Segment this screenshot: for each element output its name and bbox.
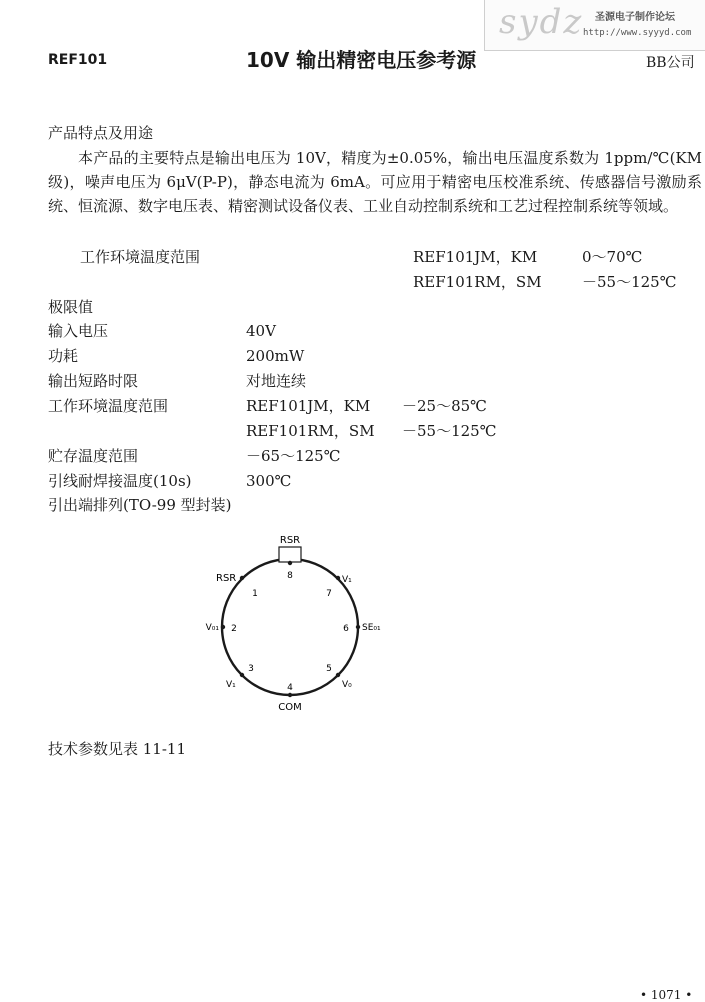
pin-number: 7 [326,589,332,599]
pin-label: V₁ [226,680,236,690]
watermark-site-name: 圣源电子制作论坛 [595,12,675,23]
pin-dot [240,673,244,677]
features-temp-range-1: 0～70℃ [582,248,643,266]
pin-dot [221,625,225,629]
pin-dot [288,561,292,565]
pin-number: 6 [343,624,349,634]
storage-temp-label: 贮存温度范围 [48,447,139,465]
features-temp-label: 工作环境温度范围 [80,248,201,266]
lead-temp-label: 引线耐焊接温度(10s) [48,472,192,490]
features-temp-model-1: REF101JM，KM [413,248,538,266]
input-voltage-value: 40V [246,322,276,340]
pin-number: 3 [248,664,254,674]
op-temp-model-1: REF101JM，KM [246,397,371,415]
op-temp-range-1: －25～85℃ [402,397,487,415]
pin-number: 2 [231,624,237,634]
pin-dot [336,673,340,677]
pin-label: COM [278,702,302,713]
pin-number: 4 [287,683,293,693]
pin-label: V₀₁ [205,623,219,633]
power-label: 功耗 [48,347,79,365]
company-name: BB公司 [646,55,695,71]
watermark-logo: sydz [499,2,584,42]
lead-temp-value: 300℃ [246,472,292,490]
model-number: REF101 [48,52,108,68]
power-value: 200mW [246,347,305,365]
pin-number: 1 [252,589,258,599]
op-temp-range-2: －55～125℃ [402,422,497,440]
features-temp-range-2: －55～125℃ [582,273,677,291]
page-title: 10V 输出精密电压参考源 [246,48,477,72]
page-number: • 1071 • [640,988,693,1002]
pin-label: RSR [216,573,237,584]
pin-label: SE₀₁ [362,623,381,633]
tab-label: RSR [279,535,301,546]
pinout-diagram [190,530,390,715]
pin-dot [336,576,340,580]
watermark [484,0,705,51]
tab-key [279,547,301,562]
pin-label: V₀ [342,680,352,690]
storage-temp-value: －65～125℃ [246,447,341,465]
features-temp-model-2: REF101RM，SM [413,273,542,291]
pin-number: 5 [326,664,332,674]
pin-dot [356,625,360,629]
short-circuit-label: 输出短路时限 [48,372,139,390]
pin-number: 8 [287,571,293,581]
pinout-heading: 引出端排列(TO-99 型封装) [48,496,232,514]
short-circuit-value: 对地连续 [246,372,307,390]
watermark-url: http://www.syyyd.com [583,28,692,38]
op-temp-label: 工作环境温度范围 [48,397,169,415]
table-reference: 技术参数见表 11-11 [48,740,187,758]
pin-dot [240,576,244,580]
input-voltage-label: 输入电压 [48,322,109,340]
pin-label: V₁ [342,575,352,585]
features-paragraph: 本产品的主要特点是输出电压为 10V，精度为±0.05%，输出电压温度系数为 1ppm/℃(KM 级)，噪声电压为 6μV(P-P)，静态电流为 6mA。可应用于精密电压校准系统、传感器信号激励系统、恒流源、数字电压表、精密测试设备仪表、工业自动控制系统和工艺过程控制系统等领域。 [48,149,702,215]
op-temp-model-2: REF101RM，SM [246,422,375,440]
features-heading: 产品特点及用途 [48,124,154,142]
limits-heading: 极限值 [48,298,94,316]
pin-dot [288,693,292,697]
